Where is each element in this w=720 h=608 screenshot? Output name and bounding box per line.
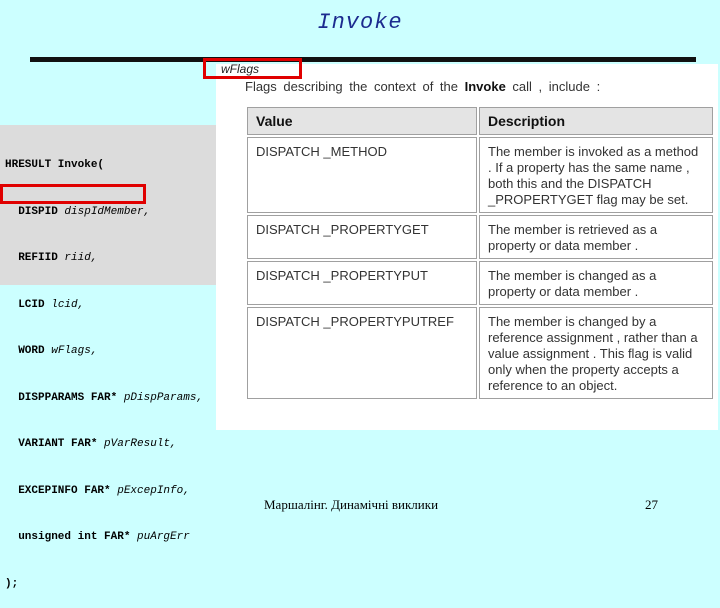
- title-divider: [30, 57, 696, 62]
- code-line: VARIANT FAR* pVarResult,: [5, 438, 177, 450]
- flags-intro-text: Flags describing the context of the Invoke call , include :: [245, 79, 601, 94]
- flag-value: DISPATCH _METHOD: [247, 137, 477, 213]
- page-number: 27: [645, 497, 658, 512]
- description-column-header: Description: [479, 107, 713, 135]
- wflags-param-highlight: wFlags: [203, 58, 302, 79]
- wflags-code-highlight: [0, 184, 146, 204]
- flag-description: The member is changed by a reference assignment , rather than a value assignment . This flag is valid only when the property accepts a reference to an object.: [479, 307, 713, 399]
- flag-description: The member is invoked as a method . If a property has the same name , both this and the DISPATCH _PROPERTYGET flag may be set.: [479, 137, 713, 213]
- flag-description: The member is retrieved as a property or data member .: [479, 215, 713, 259]
- invoke-signature-code: [0, 125, 246, 590]
- table-row: [247, 215, 713, 259]
- code-line: );: [5, 577, 19, 590]
- code-line: DISPPARAMS FAR* pDispParams,: [5, 391, 204, 404]
- flag-value: DISPATCH _PROPERTYGET: [247, 215, 477, 259]
- table-header-row: [247, 107, 713, 135]
- code-line: DISPID dispIdMember,: [5, 205, 151, 218]
- flag-value: DISPATCH _PROPERTYPUTREF: [247, 307, 477, 399]
- flag-description: The member is changed as a property or data member .: [479, 261, 713, 305]
- table-row: [247, 307, 713, 399]
- slide-footer: Маршалінг. Динамічні виклики: [264, 497, 439, 512]
- value-column-header: Value: [247, 107, 477, 135]
- code-line: EXCEPINFO FAR* pExcepInfo,: [5, 484, 190, 497]
- code-line: REFIID riid,: [5, 252, 98, 264]
- slide-title: Invoke: [317, 10, 403, 35]
- code-line: HRESULT Invoke(: [5, 159, 105, 171]
- code-line: WORD wFlags,: [5, 345, 98, 357]
- code-line: unsigned int FAR* puArgErr: [5, 531, 190, 543]
- flag-value: DISPATCH _PROPERTYPUT: [247, 261, 477, 305]
- code-line: LCID lcid,: [5, 298, 85, 311]
- flags-table: [245, 105, 715, 401]
- table-row: [247, 261, 713, 305]
- table-row: [247, 137, 713, 213]
